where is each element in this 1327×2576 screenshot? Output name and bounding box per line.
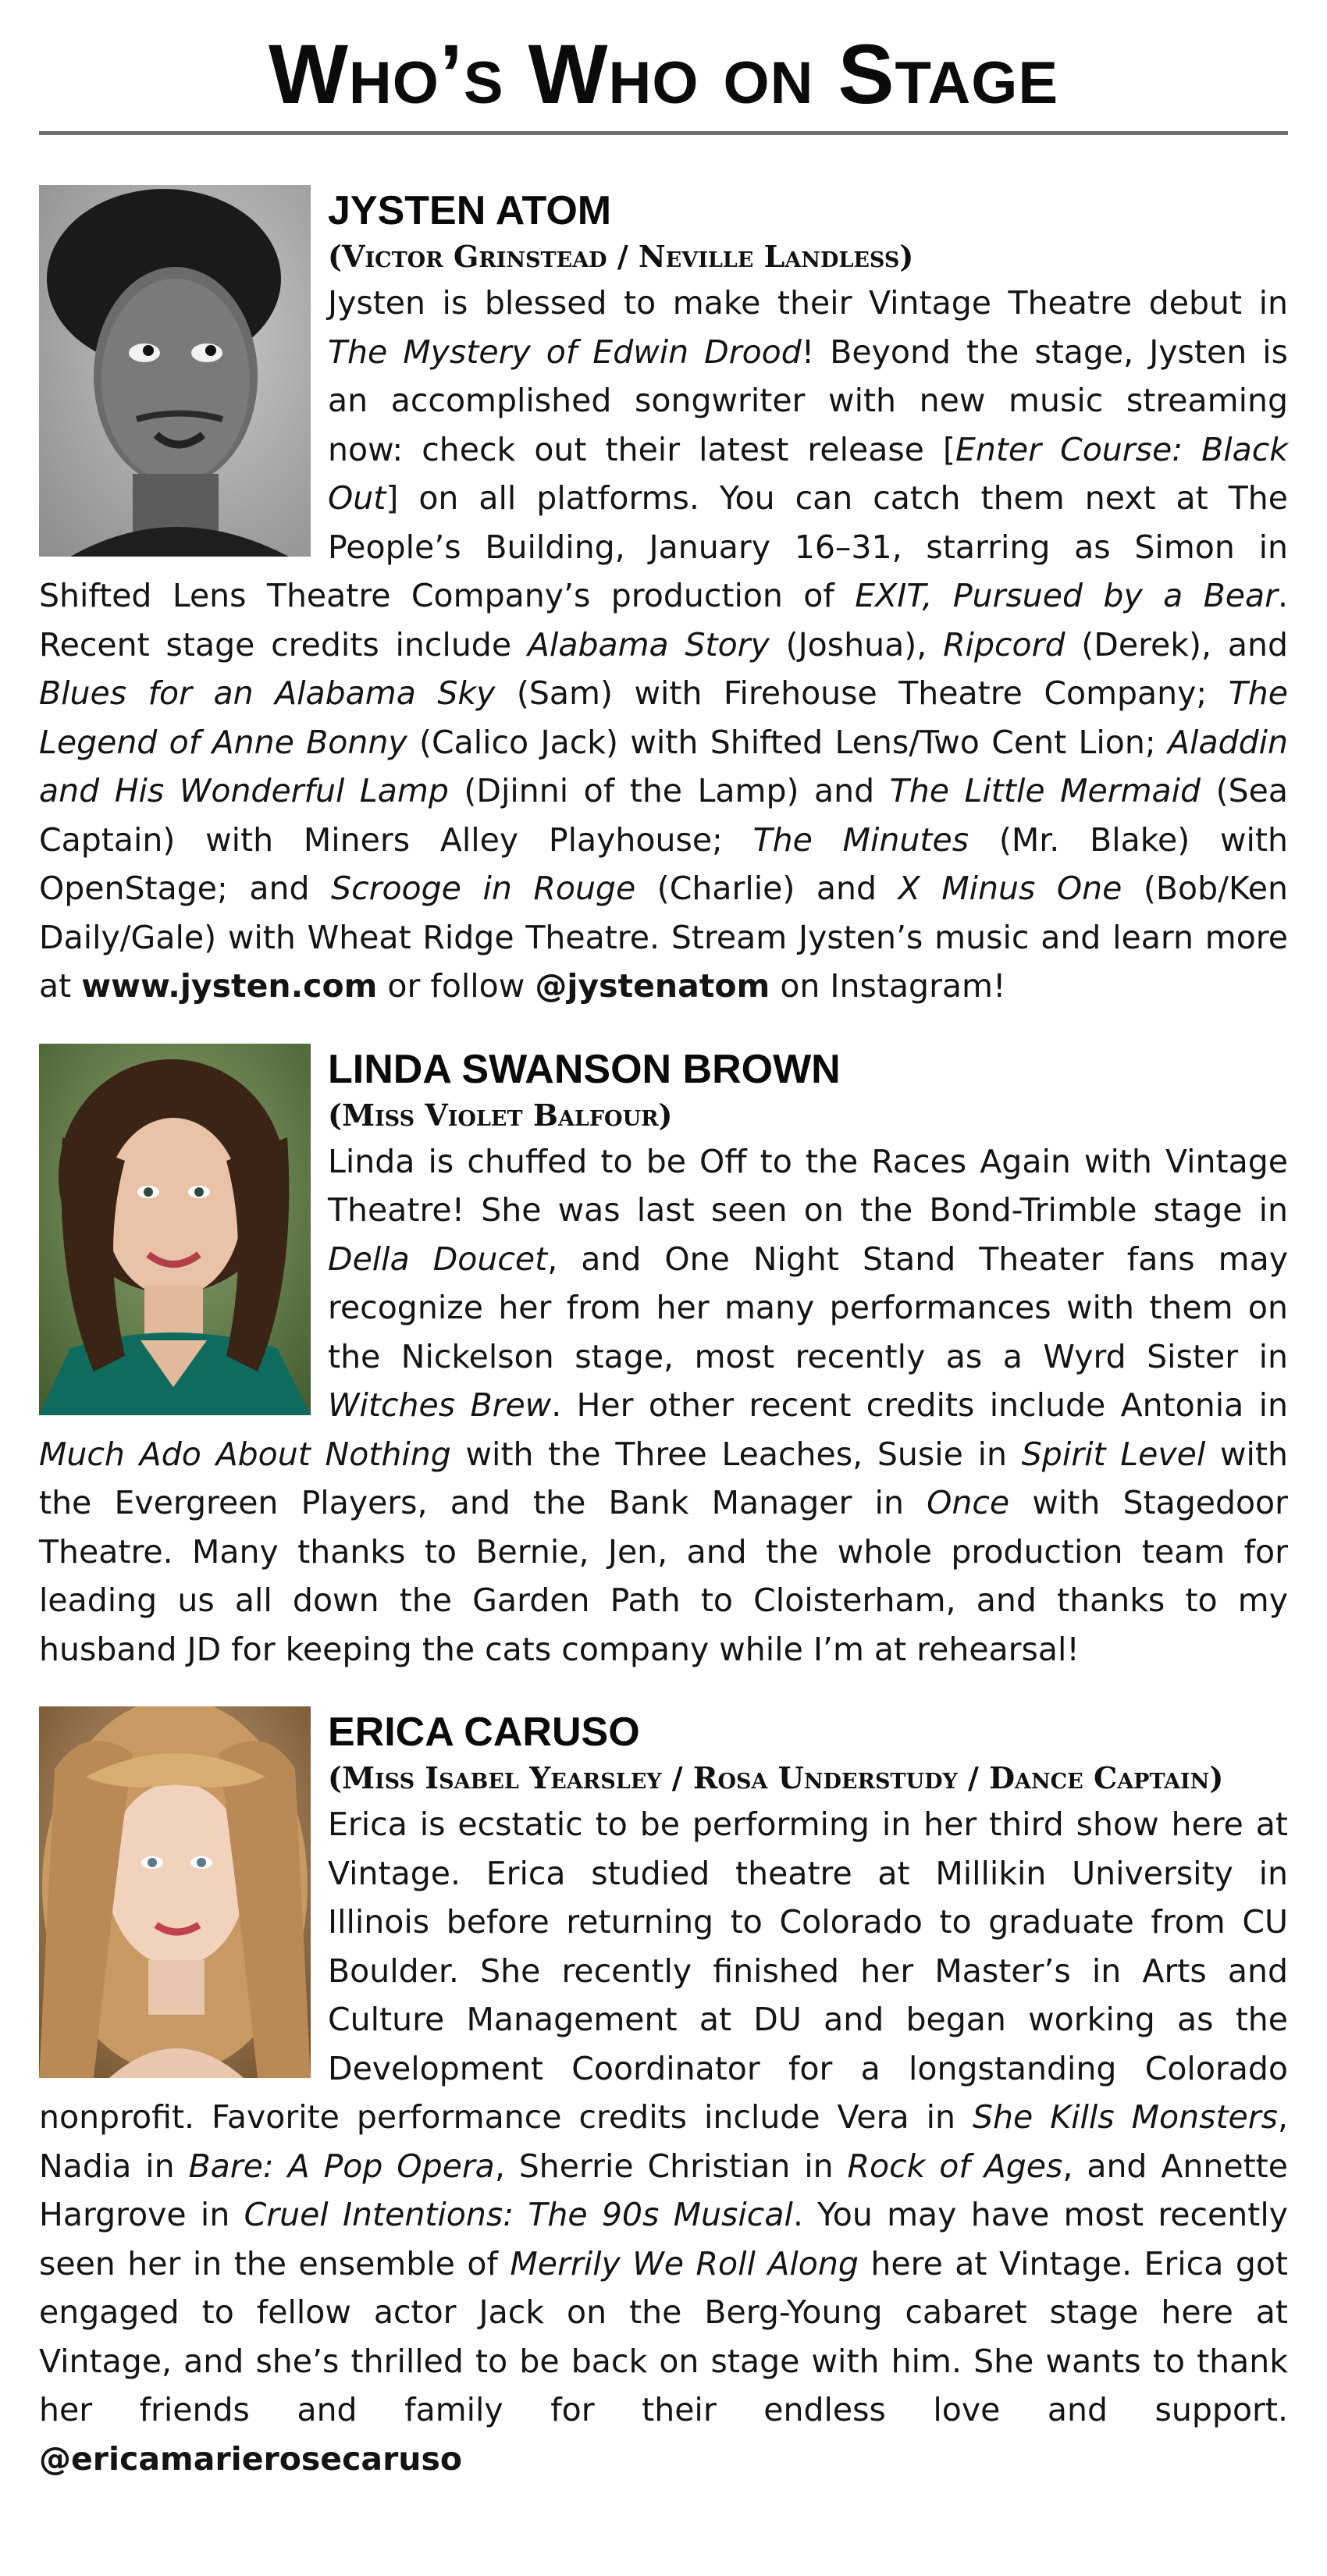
show-title: Cruel Intentions: The 90s Musical: [244, 2196, 793, 2233]
bio-text-run: (Bob/Ken Daily/Gale) with Wheat Ridge Theatre. Stream Jysten’s music and learn more at: [39, 870, 1289, 1005]
bio-text-run: , Nadia in: [39, 2098, 1289, 2185]
show-title: Rock of Ages: [847, 2147, 1063, 2185]
bio-text-run: (Charlie) and: [635, 870, 898, 907]
bio-text-run: or follow: [377, 967, 535, 1005]
show-title: The Little Mermaid: [889, 772, 1201, 809]
bio-text-run: (Joshua),: [769, 625, 944, 664]
performer-name: ERICA CARUSO: [328, 1710, 640, 1755]
bio-linda-swanson-brown: [39, 1044, 1288, 1674]
show-title: EXIT, Pursued by a Bear: [855, 577, 1278, 614]
show-title: Much Ado About Nothing: [39, 1435, 451, 1473]
bio-text-run: , Sherrie Christian in: [494, 2147, 848, 2185]
bio-text-run: (Derek), and: [1065, 625, 1288, 664]
bio-text-run: Linda is chuffed to be Off to the Races Again with Vintage Theatre! She was last seen on the Bond-Trimble stage in: [328, 1142, 1288, 1229]
performer-name: LINDA SWANSON BROWN: [328, 1046, 841, 1092]
bio-text-run: on Instagram!: [770, 967, 1006, 1005]
bio-text-run: . Her other recent credits include Antonia in: [551, 1386, 1288, 1424]
bio-text-run: (Djinni of the Lamp) and: [448, 772, 890, 809]
bio-text-run: . Recent stage credits include: [39, 577, 1288, 664]
page-title: Who’s Who on Stage: [268, 27, 1059, 121]
bio-text-run: ] on all platforms. You can catch them next at The People’s Building, January 16–31, starring as Simon in Shifted Lens Theatre Company’s production of: [39, 479, 1288, 614]
bio-text-run: , and One Night Stand Theater fans may recognize her from her many performances with them on the Nickelson stage, most recently as a Wyrd Sister in: [328, 1240, 1288, 1375]
show-title: Spirit Level: [1021, 1435, 1206, 1473]
headshot-photo: [39, 1706, 311, 2078]
character-roles: (Miss Violet Balfour): [328, 1097, 673, 1133]
show-title: She Kills Monsters: [973, 2098, 1278, 2136]
bio-text-run: (Mr. Blake) with OpenStage; and: [39, 820, 1288, 907]
bio-text-run: with the Three Leaches, Susie in: [450, 1435, 1022, 1473]
bio-text-run: Jysten is blessed to make their Vintage Theatre debut in: [328, 284, 1288, 322]
headshot-linda-image: [39, 1044, 311, 1415]
headshot-photo: [39, 185, 311, 557]
bio-erica-caruso: [39, 1706, 1288, 2483]
show-title: The Minutes: [752, 820, 969, 859]
bio-text-run: ! Beyond the stage, Jysten is an accomplished songwriter with new music streaming now: check out their latest release [: [328, 333, 1288, 468]
performer-name: JYSTEN ATOM: [328, 188, 612, 233]
character-roles: (Miss Isabel Yearsley / Rosa Understudy / Dance Captain): [328, 1760, 1224, 1795]
title-divider: [39, 131, 1288, 135]
bio-text-run: Erica is ecstatic to be performing in her third show here at Vintage. Erica studied theatre at Millikin University in Illinois before returning to Colorado to graduate from CU Boulder. She recently finished her Master’s in Arts and Culture Management at DU and began working as the Development Coordinator for a longstanding Colorado nonprofit. Favorite performance credits include Vera in: [39, 1806, 1288, 2136]
highlight-text: @jystenatom: [535, 967, 770, 1005]
bio-text-run: (Calico Jack) with Shifted Lens/Two Cent Lion;: [407, 723, 1168, 761]
headshot-photo: [39, 1044, 311, 1415]
show-title: Bare: A Pop Opera: [188, 2147, 495, 2185]
show-title: Aladdin and His Wonderful Lamp: [39, 723, 1288, 809]
show-title: Once: [927, 1484, 1010, 1521]
show-title: The Legend of Anne Bonny: [39, 674, 1288, 761]
highlight-text: www.jysten.com: [81, 967, 378, 1005]
show-title: The Mystery of Edwin Drood: [328, 333, 802, 371]
show-title: Merrily We Roll Along: [510, 2244, 859, 2282]
show-title: X Minus One: [898, 870, 1122, 907]
bio-text-run: here at Vintage. Erica got engaged to fellow actor Jack on the Berg-Young cabaret stage here at Vintage, and she’s thrilled to be back on stage with him. She wants to thank her friends and family for their endless love and support.: [39, 2244, 1289, 2428]
show-title: Della Doucet: [328, 1240, 548, 1278]
bio-text-run: . You may have most recently seen her in the ensemble of: [39, 2196, 1288, 2282]
headshot-erica-image: [39, 1706, 311, 2078]
highlight-text: @ericamarierosecaruso: [39, 2439, 463, 2478]
bio-text-run: with the Evergreen Players, and the Bank Manager in: [39, 1435, 1288, 1521]
bio-text-run: , and Annette Hargrove in: [39, 2147, 1288, 2233]
show-title: Ripcord: [943, 625, 1066, 664]
show-title: Blues for an Alabama Sky: [39, 674, 496, 712]
bio-jysten-atom: [39, 185, 1288, 1011]
show-title: Scrooge in Rouge: [331, 870, 636, 907]
bio-text-run: with Stagedoor Theatre. Many thanks to Bernie, Jen, and the whole production team for leading us all down the Garden Path to Cloisterham, and thanks to my husband JD for keeping the cats company while I’m at rehearsal!: [39, 1484, 1289, 1668]
show-title: Witches Brew: [328, 1386, 552, 1424]
show-title: Alabama Story: [527, 625, 770, 664]
character-roles: (Victor Grinstead / Neville Landless): [328, 239, 914, 274]
bio-text-run: (Sea Captain) with Miners Alley Playhouse;: [39, 772, 1288, 859]
show-title: Enter Course: Black Out: [328, 430, 1289, 517]
headshot-jysten-image: [39, 185, 311, 557]
bio-text-run: (Sam) with Firehouse Theatre Company;: [495, 674, 1229, 712]
program-page: [39, 23, 1288, 2483]
